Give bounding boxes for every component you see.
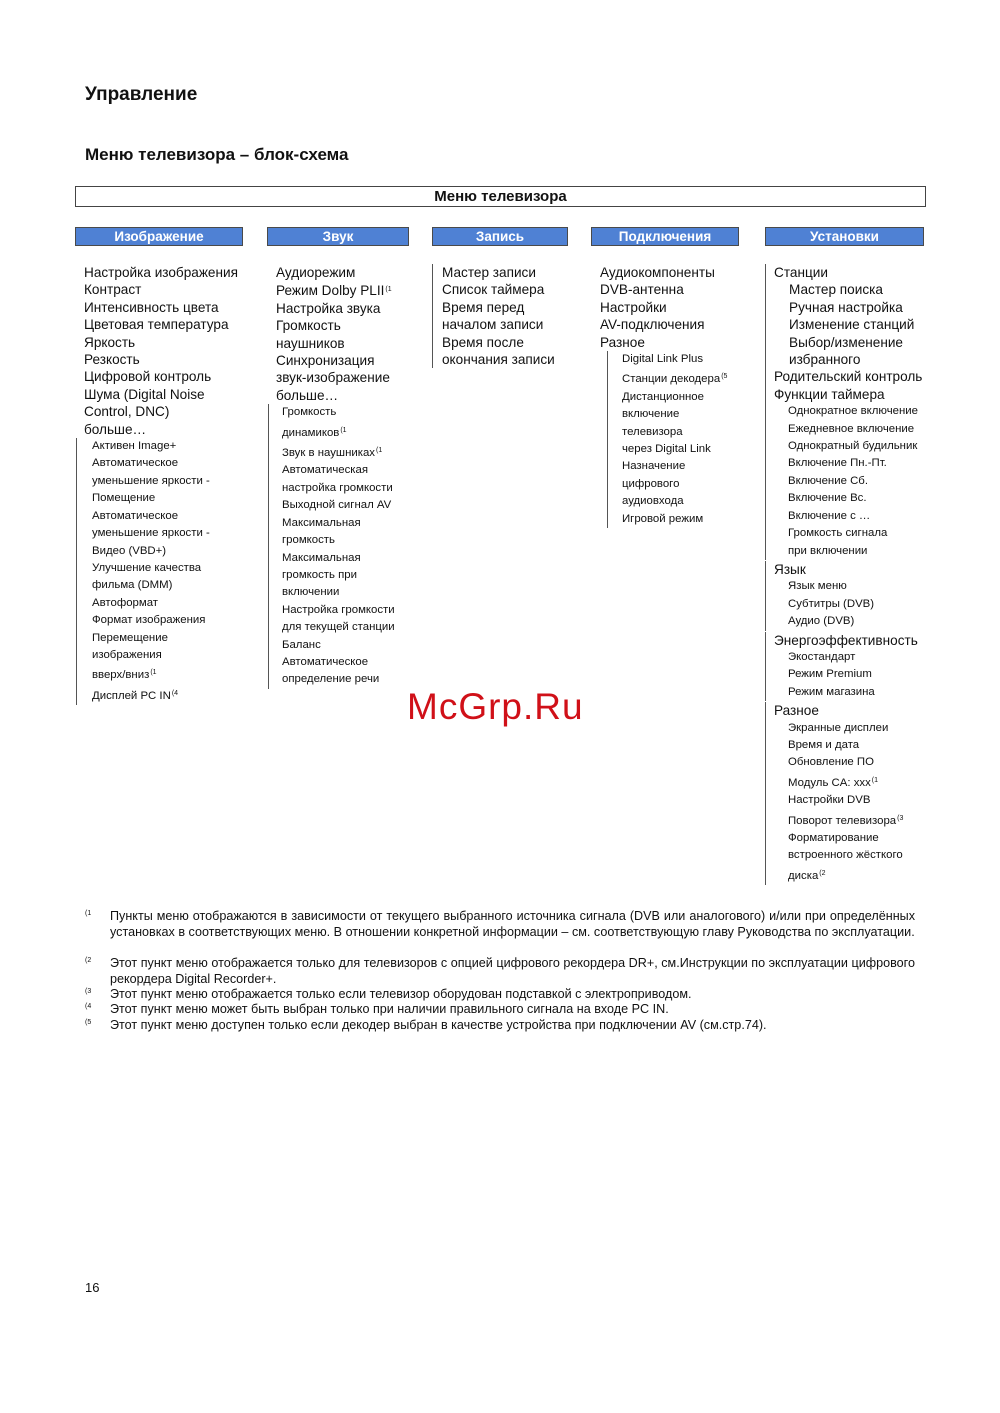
menu-item: Разное — [600, 334, 645, 350]
submenu-item: Мастер поиска — [789, 282, 883, 298]
submenu-item: Дистанционное — [622, 390, 704, 403]
footnote-marker: (5 — [85, 1019, 92, 1026]
column-header-sound: Звук — [267, 227, 409, 246]
submenu-item: Субтитры (DVB) — [788, 597, 875, 610]
column-header-picture: Изображение — [75, 227, 243, 246]
footnote-text: Этот пункт меню отображается только если телевизор оборудован подставкой с электроприводом. — [110, 987, 692, 1001]
submenu-item: Режим Premium — [788, 668, 872, 681]
submenu-item: Перемещение — [92, 631, 168, 644]
footnote-marker: (1 — [85, 910, 92, 917]
menu-item: Настройки — [600, 299, 667, 315]
footnote-mark: (5 — [721, 373, 728, 381]
submenu-item: Включение Пн.-Пт. — [788, 457, 887, 470]
column-connections — [591, 227, 739, 528]
submenu-item: изображения — [92, 648, 162, 661]
column-sound — [267, 227, 409, 689]
submenu-item: уменьшение яркости - — [92, 474, 210, 487]
submenu-item-label: Модуль CA: xxx — [788, 776, 871, 789]
submenu-item: Максимальная — [282, 551, 361, 564]
submenu-item-label: динамиков — [282, 426, 340, 439]
submenu-item: Однократный будильник — [788, 440, 918, 453]
submenu-item: Автоматическое — [282, 655, 369, 668]
settings-group-misc — [765, 702, 924, 885]
submenu-connections — [607, 351, 739, 528]
menu-item-label: Режим Dolby PLII — [276, 283, 385, 299]
watermark: McGrp.Ru — [407, 686, 584, 727]
submenu-item: Экостандарт — [788, 650, 856, 663]
submenu-item: Максимальная — [282, 516, 361, 529]
footnote-marker: (3 — [85, 988, 92, 995]
submenu-item — [282, 442, 409, 462]
submenu-item — [622, 368, 739, 388]
submenu-picture — [76, 438, 243, 705]
menu-item: Контраст — [84, 282, 142, 298]
footnote-3 — [85, 987, 915, 1003]
menu-item: Резкость — [84, 352, 140, 368]
menu-item: Время перед — [442, 299, 525, 315]
submenu-item — [766, 772, 924, 792]
footnote-text: Этот пункт меню может быть выбран только при наличии правильного сигнала на входе PC IN. — [110, 1002, 669, 1016]
menu-item: Control, DNC) — [84, 404, 170, 420]
menu-item: звук-изображение — [276, 370, 390, 386]
menu-item: началом записи — [442, 317, 544, 333]
menu-item: больше… — [276, 387, 339, 403]
submenu-item: Время и дата — [788, 738, 860, 751]
menu-item: больше… — [84, 421, 147, 437]
footnote-mark: (1 — [871, 776, 879, 784]
submenu-item — [766, 810, 924, 830]
submenu-item: Экранные дисплеи — [788, 721, 889, 734]
submenu-item: Однократное включение — [788, 405, 918, 418]
menu-item: Станции — [774, 265, 828, 280]
footnote-mark: (1 — [150, 669, 157, 677]
submenu-item: Настройки DVB — [788, 794, 871, 807]
submenu-item: Активен Image+ — [92, 440, 177, 453]
submenu-item: Игровой режим — [622, 512, 704, 525]
submenu-item: Ручная настройка — [789, 299, 903, 315]
submenu-item: определение речи — [282, 673, 380, 686]
submenu-item — [282, 422, 409, 442]
submenu-item: Включение Вс. — [788, 492, 867, 505]
submenu-item: цифрового — [622, 477, 680, 490]
section-title: Меню телевизора – блок-схема — [85, 145, 349, 164]
column-header-record: Запись — [432, 227, 568, 246]
submenu-item: избранного — [789, 352, 861, 368]
submenu-item: Digital Link Plus — [622, 353, 704, 366]
settings-group-energy — [765, 632, 924, 702]
menu-item: Функции таймера — [774, 386, 885, 402]
submenu-item: Автоматическое — [92, 509, 179, 522]
submenu-item: уменьшение яркости - — [92, 527, 210, 540]
menu-item: Язык — [774, 561, 806, 577]
menu-item: Синхронизация — [276, 353, 375, 369]
submenu-item: Ежедневное включение — [788, 422, 915, 435]
footnote-4 — [85, 1002, 915, 1018]
submenu-item: Изменение станций — [789, 317, 915, 333]
submenu-item: Настройка громкости — [282, 603, 395, 616]
footnote-mark: (1 — [340, 426, 347, 434]
menu-item: Аудиокомпоненты — [600, 265, 715, 280]
submenu-item: фильма (DMM) — [92, 579, 173, 592]
footnote-1 — [85, 909, 915, 940]
column-header-connections: Подключения — [591, 227, 739, 246]
submenu-item: Выходной сигнал AV — [282, 499, 392, 512]
menu-item: Время после — [442, 334, 524, 350]
submenu-item: телевизора — [622, 425, 683, 438]
submenu-item — [766, 865, 924, 885]
submenu-item: при включении — [788, 544, 868, 557]
submenu-item: Язык меню — [788, 580, 847, 593]
submenu-item: Помещение — [92, 492, 156, 505]
submenu-item-label: Станции декодера — [622, 373, 721, 386]
footnote-marker: (2 — [85, 957, 92, 964]
submenu-item: громкость — [282, 534, 335, 547]
menu-item: Интенсивность цвета — [84, 299, 219, 315]
menu-item: наушников — [276, 335, 345, 351]
menu-item: Мастер записи — [442, 265, 536, 280]
submenu-item: Видео (VBD+) — [92, 544, 167, 557]
menu-item: DVB-антенна — [600, 282, 684, 298]
submenu-item: Назначение — [622, 460, 686, 473]
footnote-mark: (4 — [171, 689, 179, 697]
menu-item: Энергоэффективность — [774, 632, 918, 648]
submenu-item: Улучшение качества — [92, 561, 202, 574]
submenu-item: встроенного жёсткого — [788, 849, 903, 862]
submenu-item: Аудио (DVB) — [788, 615, 855, 628]
submenu-item-label: Дисплей PC IN — [92, 689, 171, 702]
submenu-item: для текущей станции — [282, 621, 395, 634]
submenu-item: громкость при — [282, 568, 357, 581]
menu-item: AV-подключения — [600, 317, 705, 333]
column-record — [432, 227, 568, 368]
settings-group-language — [765, 561, 924, 631]
submenu-item: Автоматическое — [92, 457, 179, 470]
submenu-item: через Digital Link — [622, 443, 711, 456]
footnote-mark: (3 — [897, 814, 904, 822]
menu-item: Аудиорежим — [276, 265, 356, 280]
footnote-mark: (1 — [385, 286, 392, 294]
submenu-item: Баланс — [282, 638, 321, 651]
menu-item: окончания записи — [442, 352, 555, 368]
menu-item: Разное — [774, 703, 819, 719]
submenu-item-label: вверх/вниз — [92, 669, 150, 682]
footnote-5 — [85, 1018, 915, 1034]
menu-item: Настройка звука — [276, 300, 381, 316]
submenu-item-label: Звук в наушниках — [282, 447, 375, 460]
submenu-item: Включение с … — [788, 509, 871, 522]
submenu-item: Выбор/изменение — [789, 334, 903, 350]
menu-item — [267, 281, 409, 299]
submenu-item — [92, 685, 243, 705]
footnote-text: Этот пункт меню отображается только для телевизоров с опцией цифрового рекордера DR+, см.Инструкции по эксплуатации цифрового рекордера Digital Recorder+. — [110, 956, 915, 986]
menu-item: Настройка изображения — [84, 265, 238, 280]
submenu-item: Форматирование — [788, 832, 879, 844]
submenu-item: Режим магазина — [788, 685, 875, 698]
page-number: 16 — [85, 1280, 100, 1295]
submenu-item: включение — [622, 408, 680, 421]
footnote-mark: (2 — [819, 869, 826, 877]
submenu-item: аудиовхода — [622, 495, 684, 508]
submenu-item-label: Поворот телевизора — [788, 814, 897, 827]
submenu-item: Автоформат — [92, 596, 158, 609]
menu-item: Шума (Digital Noise — [84, 386, 205, 402]
column-header-settings: Установки — [765, 227, 924, 246]
menu-item: Громкость — [276, 318, 341, 334]
submenu-item: Включение Сб. — [788, 474, 868, 487]
submenu-item: настройка громкости — [282, 481, 393, 494]
submenu-item: Громкость сигнала — [788, 527, 888, 540]
menu-item: Цифровой контроль — [84, 369, 212, 385]
menu-item: Яркость — [84, 334, 136, 350]
footnote-text: Пункты меню отображаются в зависимости от текущего выбранного источника сигнала (DVB или аналогового) и/или при определённых установках в соответствующих меню. В отношении конкретной информации – см. соответствующую главу Руководства по эксплуатации. — [110, 909, 915, 939]
footnote-text: Этот пункт меню доступен только если декодер выбран в качестве устройства при подключении AV (см.стр.74). — [110, 1018, 767, 1032]
submenu-item: Обновление ПО — [788, 756, 874, 769]
submenu-item: включении — [282, 586, 340, 599]
submenu-item — [92, 664, 243, 684]
submenu-sound — [268, 404, 409, 689]
submenu-item-label: диска — [788, 869, 819, 882]
footnote-mark: (1 — [376, 447, 383, 455]
menu-item: Цветовая температура — [84, 317, 229, 333]
column-picture — [75, 227, 243, 705]
settings-group-stations — [765, 264, 924, 560]
menu-title-box: Меню телевизора — [75, 186, 926, 207]
submenu-item: Автоматическая — [282, 464, 369, 477]
submenu-item: Формат изображения — [92, 614, 206, 627]
page-title: Управление — [85, 84, 198, 105]
menu-item: Родительский контроль — [774, 369, 923, 385]
footnote-2 — [85, 956, 915, 987]
column-settings — [765, 227, 924, 885]
submenu-item: Громкость — [282, 406, 337, 419]
footnote-marker: (4 — [85, 1003, 92, 1010]
menu-item: Список таймера — [442, 282, 545, 298]
